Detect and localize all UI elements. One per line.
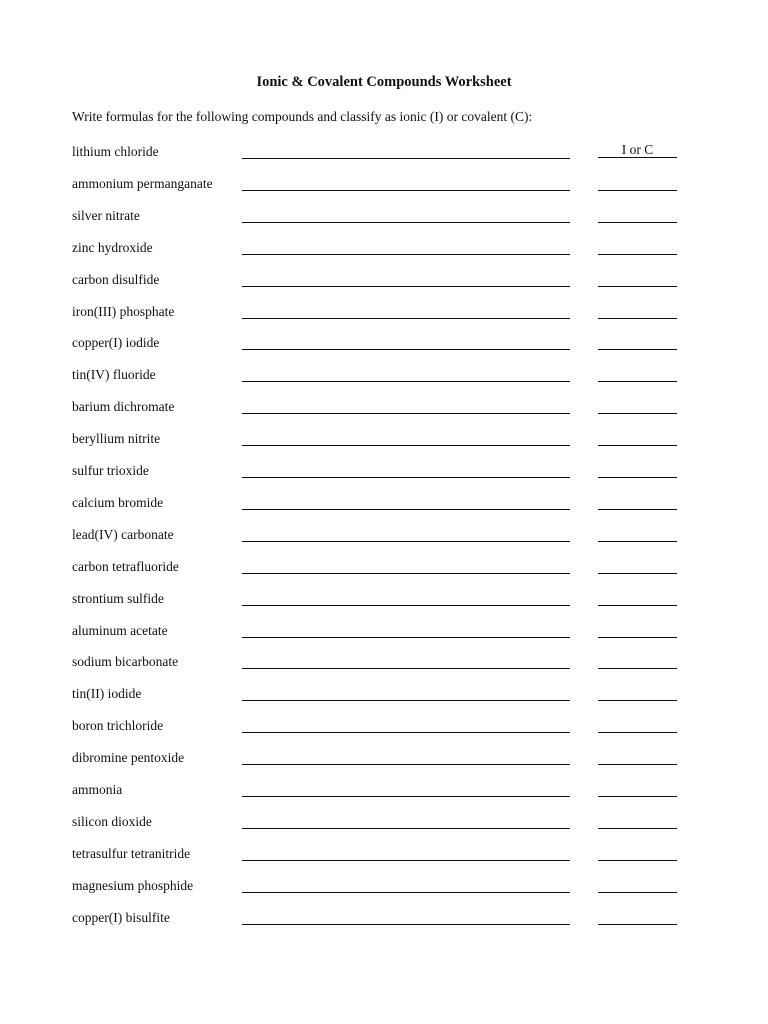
compound-name: lead(IV) carbonate [72, 526, 174, 542]
compound-name: sulfur trioxide [72, 463, 149, 478]
formula-answer-line[interactable] [242, 413, 570, 414]
formula-answer-line[interactable] [242, 796, 570, 797]
formula-answer-line[interactable] [242, 349, 570, 350]
compound-row [0, 782, 768, 812]
classification-answer-line[interactable] [598, 605, 677, 606]
formula-answer-line[interactable] [242, 541, 570, 542]
compound-row [0, 431, 768, 461]
formula-answer-line[interactable] [242, 158, 570, 159]
compound-row [0, 846, 768, 876]
classification-answer-line[interactable] [598, 828, 677, 829]
compound-name: magnesium phosphide [72, 877, 194, 893]
classification-answer-line[interactable] [598, 764, 677, 765]
compound-row [0, 335, 768, 365]
formula-answer-line[interactable] [242, 381, 570, 382]
formula-answer-line[interactable] [242, 605, 570, 606]
classification-answer-line[interactable] [598, 509, 677, 510]
classification-answer-line[interactable] [598, 413, 677, 414]
compound-name: copper(I) bisulfite [72, 909, 170, 925]
classification-answer-line[interactable] [598, 732, 677, 733]
worksheet-title: Ionic & Covalent Compounds Worksheet [256, 74, 512, 90]
compound-row [0, 654, 768, 684]
formula-answer-line[interactable] [242, 318, 570, 319]
compound-row [0, 718, 768, 748]
formula-answer-line[interactable] [242, 668, 570, 669]
formula-answer-line[interactable] [242, 637, 570, 638]
compound-row [0, 176, 768, 206]
compound-name: tin(II) iodide [72, 686, 142, 702]
compound-name: carbon tetrafluoride [72, 558, 179, 574]
compound-row [0, 399, 768, 429]
compound-row [0, 367, 768, 397]
instructions-text: Write formulas for the following compounds and classify as ionic (I) or covalent (C): [72, 109, 533, 124]
formula-answer-line[interactable] [242, 573, 570, 574]
formula-answer-line[interactable] [242, 222, 570, 223]
compound-name: silicon dioxide [72, 813, 152, 829]
compound-name: sodium bicarbonate [72, 654, 179, 670]
compound-row [0, 878, 768, 908]
compound-row [0, 591, 768, 621]
classification-answer-line[interactable] [598, 445, 677, 446]
compound-name: carbon disulfide [72, 271, 160, 287]
compound-row [0, 495, 768, 525]
formula-answer-line[interactable] [242, 860, 570, 861]
classification-answer-line[interactable] [598, 892, 677, 893]
classification-answer-line[interactable] [598, 190, 677, 191]
classification-answer-line[interactable] [598, 860, 677, 861]
compound-row [0, 814, 768, 844]
compound-name: tin(IV) fluoride [72, 367, 156, 383]
classification-answer-line[interactable] [598, 637, 677, 638]
compound-row [0, 272, 768, 302]
classification-answer-line[interactable] [598, 254, 677, 255]
compound-row [0, 750, 768, 780]
compound-name: aluminum acetate [72, 622, 168, 638]
formula-answer-line[interactable] [242, 445, 570, 446]
compound-row [0, 208, 768, 238]
formula-answer-line[interactable] [242, 700, 570, 701]
classification-answer-line[interactable] [598, 700, 677, 701]
compound-name: copper(I) iodide [72, 335, 160, 351]
compound-row [0, 910, 768, 940]
classification-answer-line[interactable] [598, 349, 677, 350]
compound-name: boron trichloride [72, 718, 164, 734]
formula-answer-line[interactable] [242, 732, 570, 733]
classification-answer-line[interactable] [598, 924, 677, 925]
formula-answer-line[interactable] [242, 924, 570, 925]
classification-answer-line[interactable] [598, 318, 677, 319]
compound-name: ammonia [72, 782, 123, 797]
compound-row [0, 527, 768, 557]
formula-answer-line[interactable] [242, 828, 570, 829]
compound-name: beryllium nitrite [72, 431, 161, 447]
compound-name: zinc hydroxide [72, 239, 153, 255]
formula-answer-line[interactable] [242, 190, 570, 191]
formula-answer-line[interactable] [242, 477, 570, 478]
compound-name: ammonium permanganate [72, 175, 213, 191]
compound-row [0, 304, 768, 334]
compound-row [0, 686, 768, 716]
classification-answer-line[interactable] [598, 796, 677, 797]
compound-row [0, 623, 768, 653]
classification-answer-line[interactable] [598, 573, 677, 574]
compound-name: silver nitrate [72, 207, 140, 223]
classification-answer-line[interactable] [598, 286, 677, 287]
compound-name: lithium chloride [72, 144, 159, 159]
classification-column-header: I or C [598, 142, 677, 158]
compound-name: iron(III) phosphate [72, 303, 175, 319]
formula-answer-line[interactable] [242, 254, 570, 255]
compound-name: dibromine pentoxide [72, 750, 185, 766]
formula-answer-line[interactable] [242, 764, 570, 765]
compound-row [0, 144, 768, 174]
compound-name: calcium bromide [72, 494, 164, 510]
classification-answer-line[interactable] [598, 381, 677, 382]
classification-answer-line[interactable] [598, 222, 677, 223]
compound-name: strontium sulfide [72, 590, 164, 606]
compound-row [0, 463, 768, 493]
compound-name: barium dichromate [72, 399, 175, 415]
compound-row [0, 559, 768, 589]
formula-answer-line[interactable] [242, 286, 570, 287]
classification-answer-line[interactable] [598, 541, 677, 542]
compound-row [0, 240, 768, 270]
classification-answer-line[interactable] [598, 477, 677, 478]
compound-name: tetrasulfur tetranitride [72, 845, 191, 861]
classification-answer-line[interactable] [598, 668, 677, 669]
formula-answer-line[interactable] [242, 892, 570, 893]
formula-answer-line[interactable] [242, 509, 570, 510]
